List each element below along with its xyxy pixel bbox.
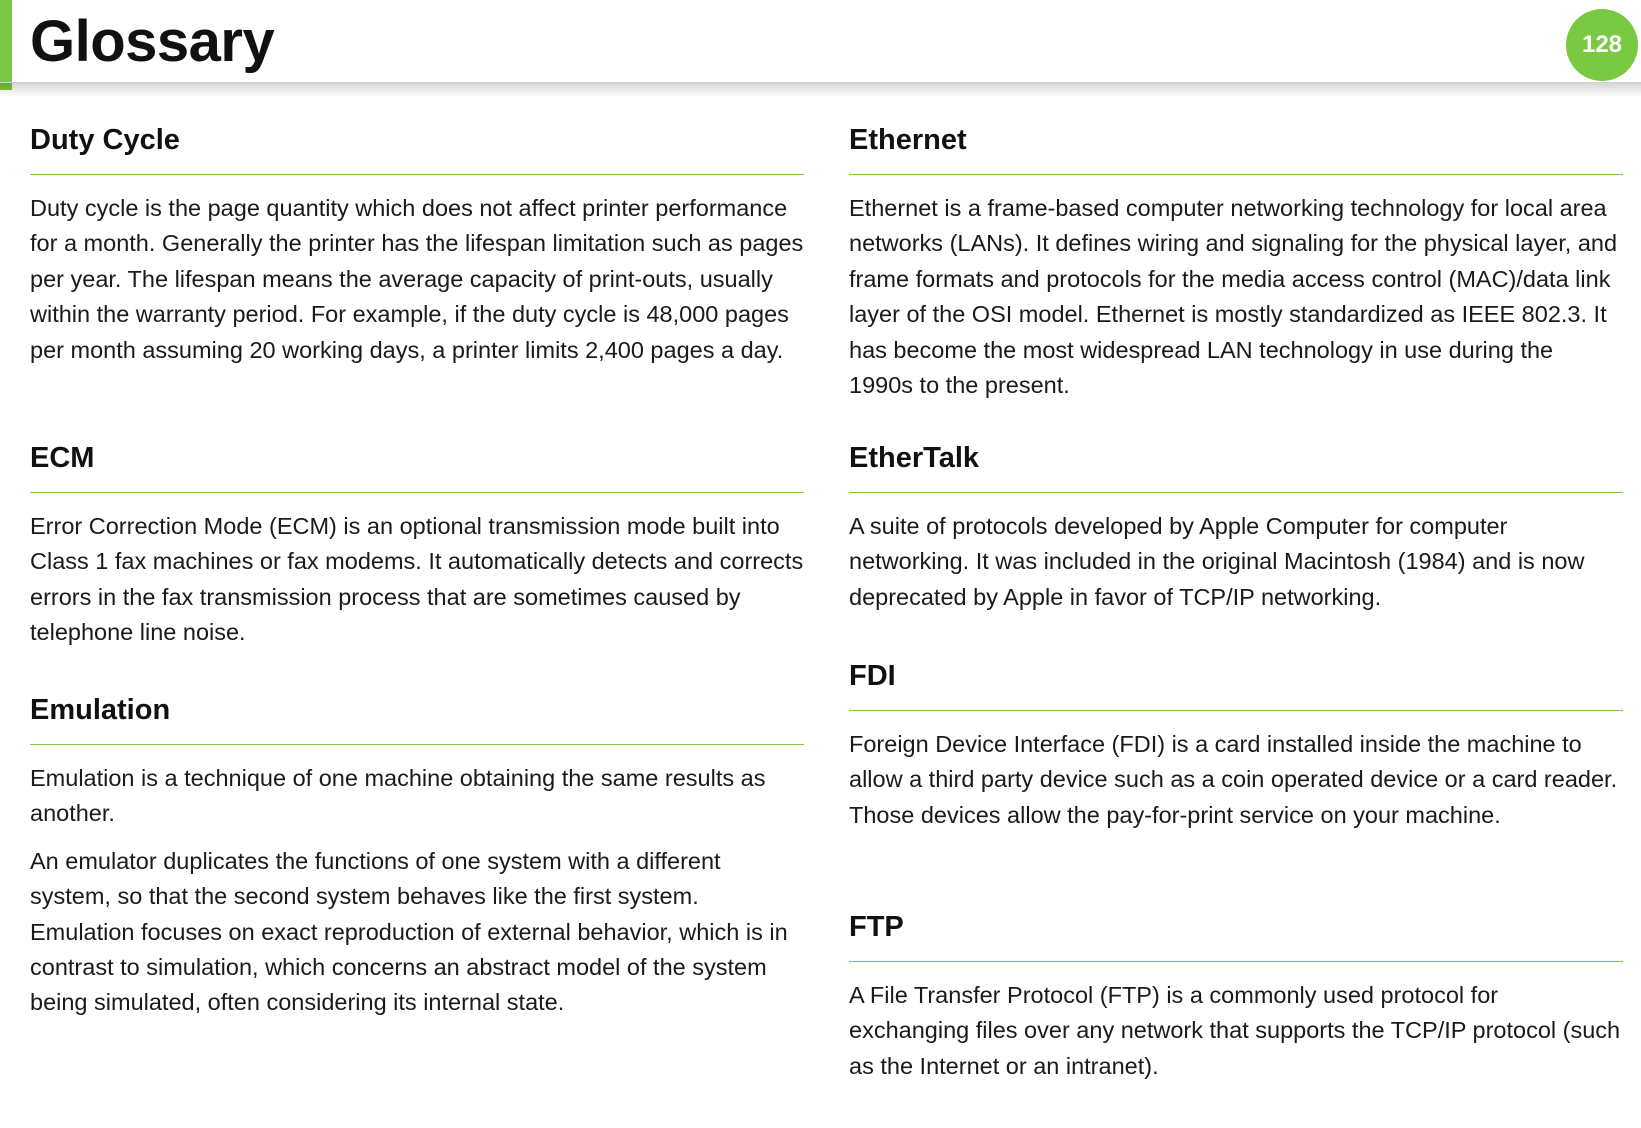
term-definition: Duty cycle is the page quantity which does not affect printer performance for a month. Generally the printer has the lifespan limitation such as pages per year. The lifespan means the average capacity of print-outs, usually within the warranty period. For example, if the duty cycle is 48,000 pages per month assuming 20 working days, a printer limits 2,400 pages a day. [30, 195, 804, 363]
glossary-entry-ecm [30, 438, 804, 651]
term-heading: FTP [849, 907, 1623, 962]
term-definition: Emulation is a technique of one machine obtaining the same results as another. [30, 765, 766, 827]
glossary-entry-emulation [30, 690, 804, 1021]
term-heading: FDI [849, 656, 1623, 711]
page-number-badge: 128 [1566, 9, 1638, 81]
term-definition: Ethernet is a frame-based computer networking technology for local area networks (LANs). It defines wiring and signaling for the physical layer, and frame formats and protocols for the media access control (MAC)/data link layer of the OSI model. Ethernet is mostly standardized as IEEE 802.3. It has become the most widespread LAN technology in use during the 1990s to the present. [849, 195, 1618, 399]
glossary-entry-ethertalk [849, 438, 1623, 615]
term-heading: Ethernet [849, 120, 1623, 175]
term-heading: Duty Cycle [30, 120, 804, 175]
term-definition: A suite of protocols developed by Apple Computer for computer networking. It was included in the original Macintosh (1984) and is now deprecated by Apple in favor of TCP/IP networking. [849, 513, 1585, 610]
term-heading: EtherTalk [849, 438, 1623, 493]
glossary-entry-ftp [849, 907, 1623, 1084]
header-divider [0, 82, 1641, 97]
glossary-entry-ethernet [849, 120, 1623, 403]
page-title: Glossary [30, 9, 275, 74]
header-accent-bar [0, 0, 12, 90]
term-definition: An emulator duplicates the functions of one system with a different system, so that the second system behaves like the first system. Emulation focuses on exact reproduction of external behavior, which is in contrast to simulation, which concerns an abstract model of the system being simulated, often considering its internal state. [30, 847, 788, 1016]
term-definition: Error Correction Mode (ECM) is an optional transmission mode built into Class 1 fax machines or fax modems. It automatically detects and corrects errors in the fax transmission process that are sometimes caused by telephone line noise. [30, 513, 804, 646]
term-heading: ECM [30, 438, 804, 493]
glossary-entry-fdi [849, 656, 1623, 833]
term-heading: Emulation [30, 690, 804, 745]
term-definition: A File Transfer Protocol (FTP) is a commonly used protocol for exchanging files over any network that supports the TCP/IP protocol (such as the Internet or an intranet). [849, 982, 1621, 1079]
glossary-entry-duty-cycle [30, 120, 804, 368]
term-definition: Foreign Device Interface (FDI) is a card installed inside the machine to allow a third party device such as a coin operated device or a card reader. Those devices allow the pay-for-print service on your machine. [849, 731, 1618, 828]
